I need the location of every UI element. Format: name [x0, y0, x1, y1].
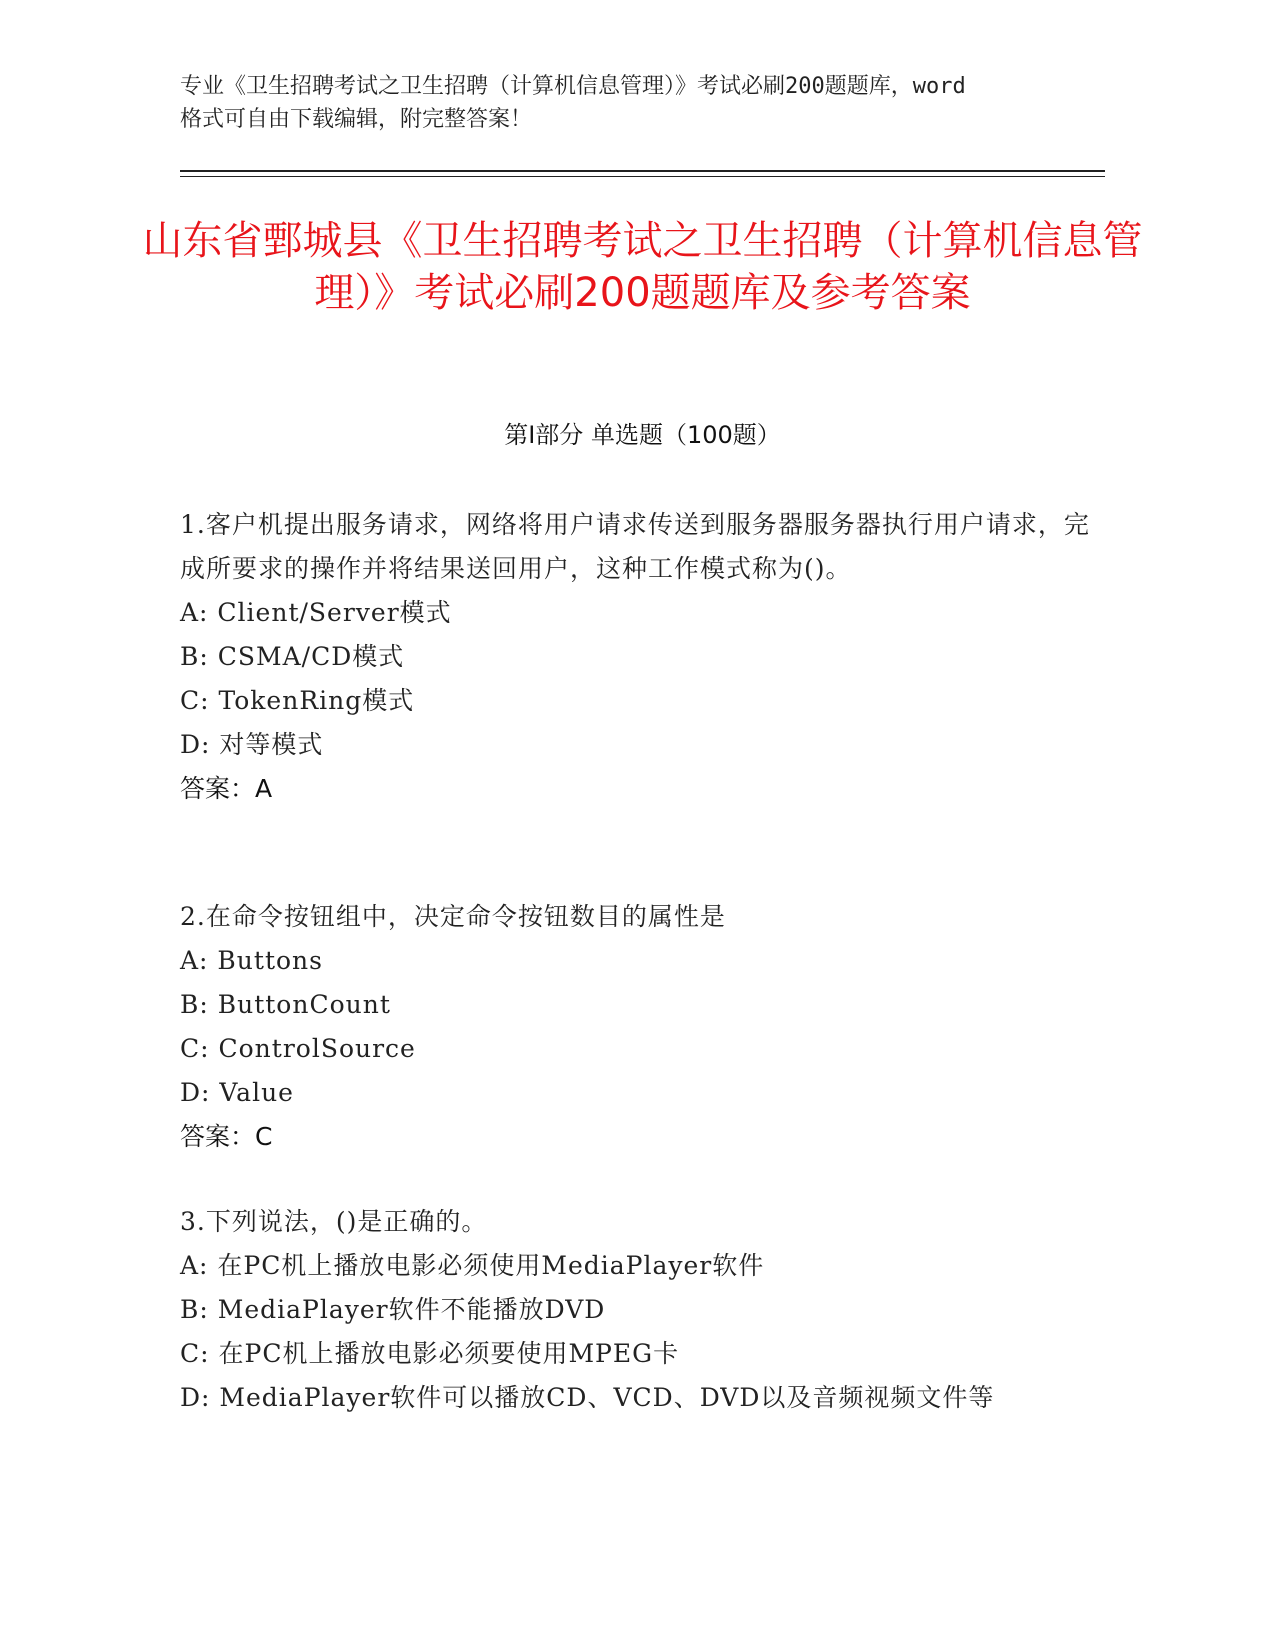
option-b: B: MediaPlayer软件不能播放DVD — [180, 1295, 606, 1324]
option-c: C: TokenRing模式 — [180, 686, 415, 715]
option-a: A: Buttons — [180, 946, 323, 975]
header-note: 专业《卫生招聘考试之卫生招聘（计算机信息管理）》考试必刷200题题库，word 格式可自由下载编辑，附完整答案！ — [180, 74, 966, 132]
section-title: 第Ⅰ部分 单选题（100题） — [504, 421, 781, 449]
option-b: B: ButtonCount — [180, 990, 391, 1019]
header-rule-thick — [180, 170, 1105, 172]
question-3 — [180, 1200, 1105, 1420]
question-text: 2.在命令按钮组中，决定命令按钮数目的属性是 — [180, 902, 726, 931]
option-a: A: 在PC机上播放电影必须使用MediaPlayer软件 — [180, 1251, 765, 1280]
answer-line: 答案：C — [180, 1122, 273, 1151]
question-text: 3.下列说法，()是正确的。 — [180, 1207, 488, 1236]
option-c: C: ControlSource — [180, 1034, 416, 1063]
option-c: C: 在PC机上播放电影必须要使用MPEG卡 — [180, 1339, 680, 1368]
document-page — [142, 0, 1143, 1650]
question-text: 1.客户机提出服务请求，网络将用户请求传送到服务器服务器执行用户请求，完成所要求的操作并将结果送回用户，这种工作模式称为()。 — [180, 510, 1090, 583]
question-1 — [180, 503, 1105, 811]
option-d: D: 对等模式 — [180, 730, 324, 759]
header-rule-thin — [180, 176, 1105, 177]
option-d: D: MediaPlayer软件可以播放CD、VCD、DVD以及音频视频文件等 — [180, 1383, 995, 1412]
option-a: A: Client/Server模式 — [180, 598, 452, 627]
document-title: 山东省鄄城县《卫生招聘考试之卫生招聘（计算机信息管理）》考试必刷200题题库及参考答案 — [142, 218, 1143, 316]
question-2 — [180, 895, 1105, 1159]
answer-line: 答案：A — [180, 774, 273, 803]
option-d: D: Value — [180, 1078, 294, 1107]
option-b: B: CSMA/CD模式 — [180, 642, 405, 671]
